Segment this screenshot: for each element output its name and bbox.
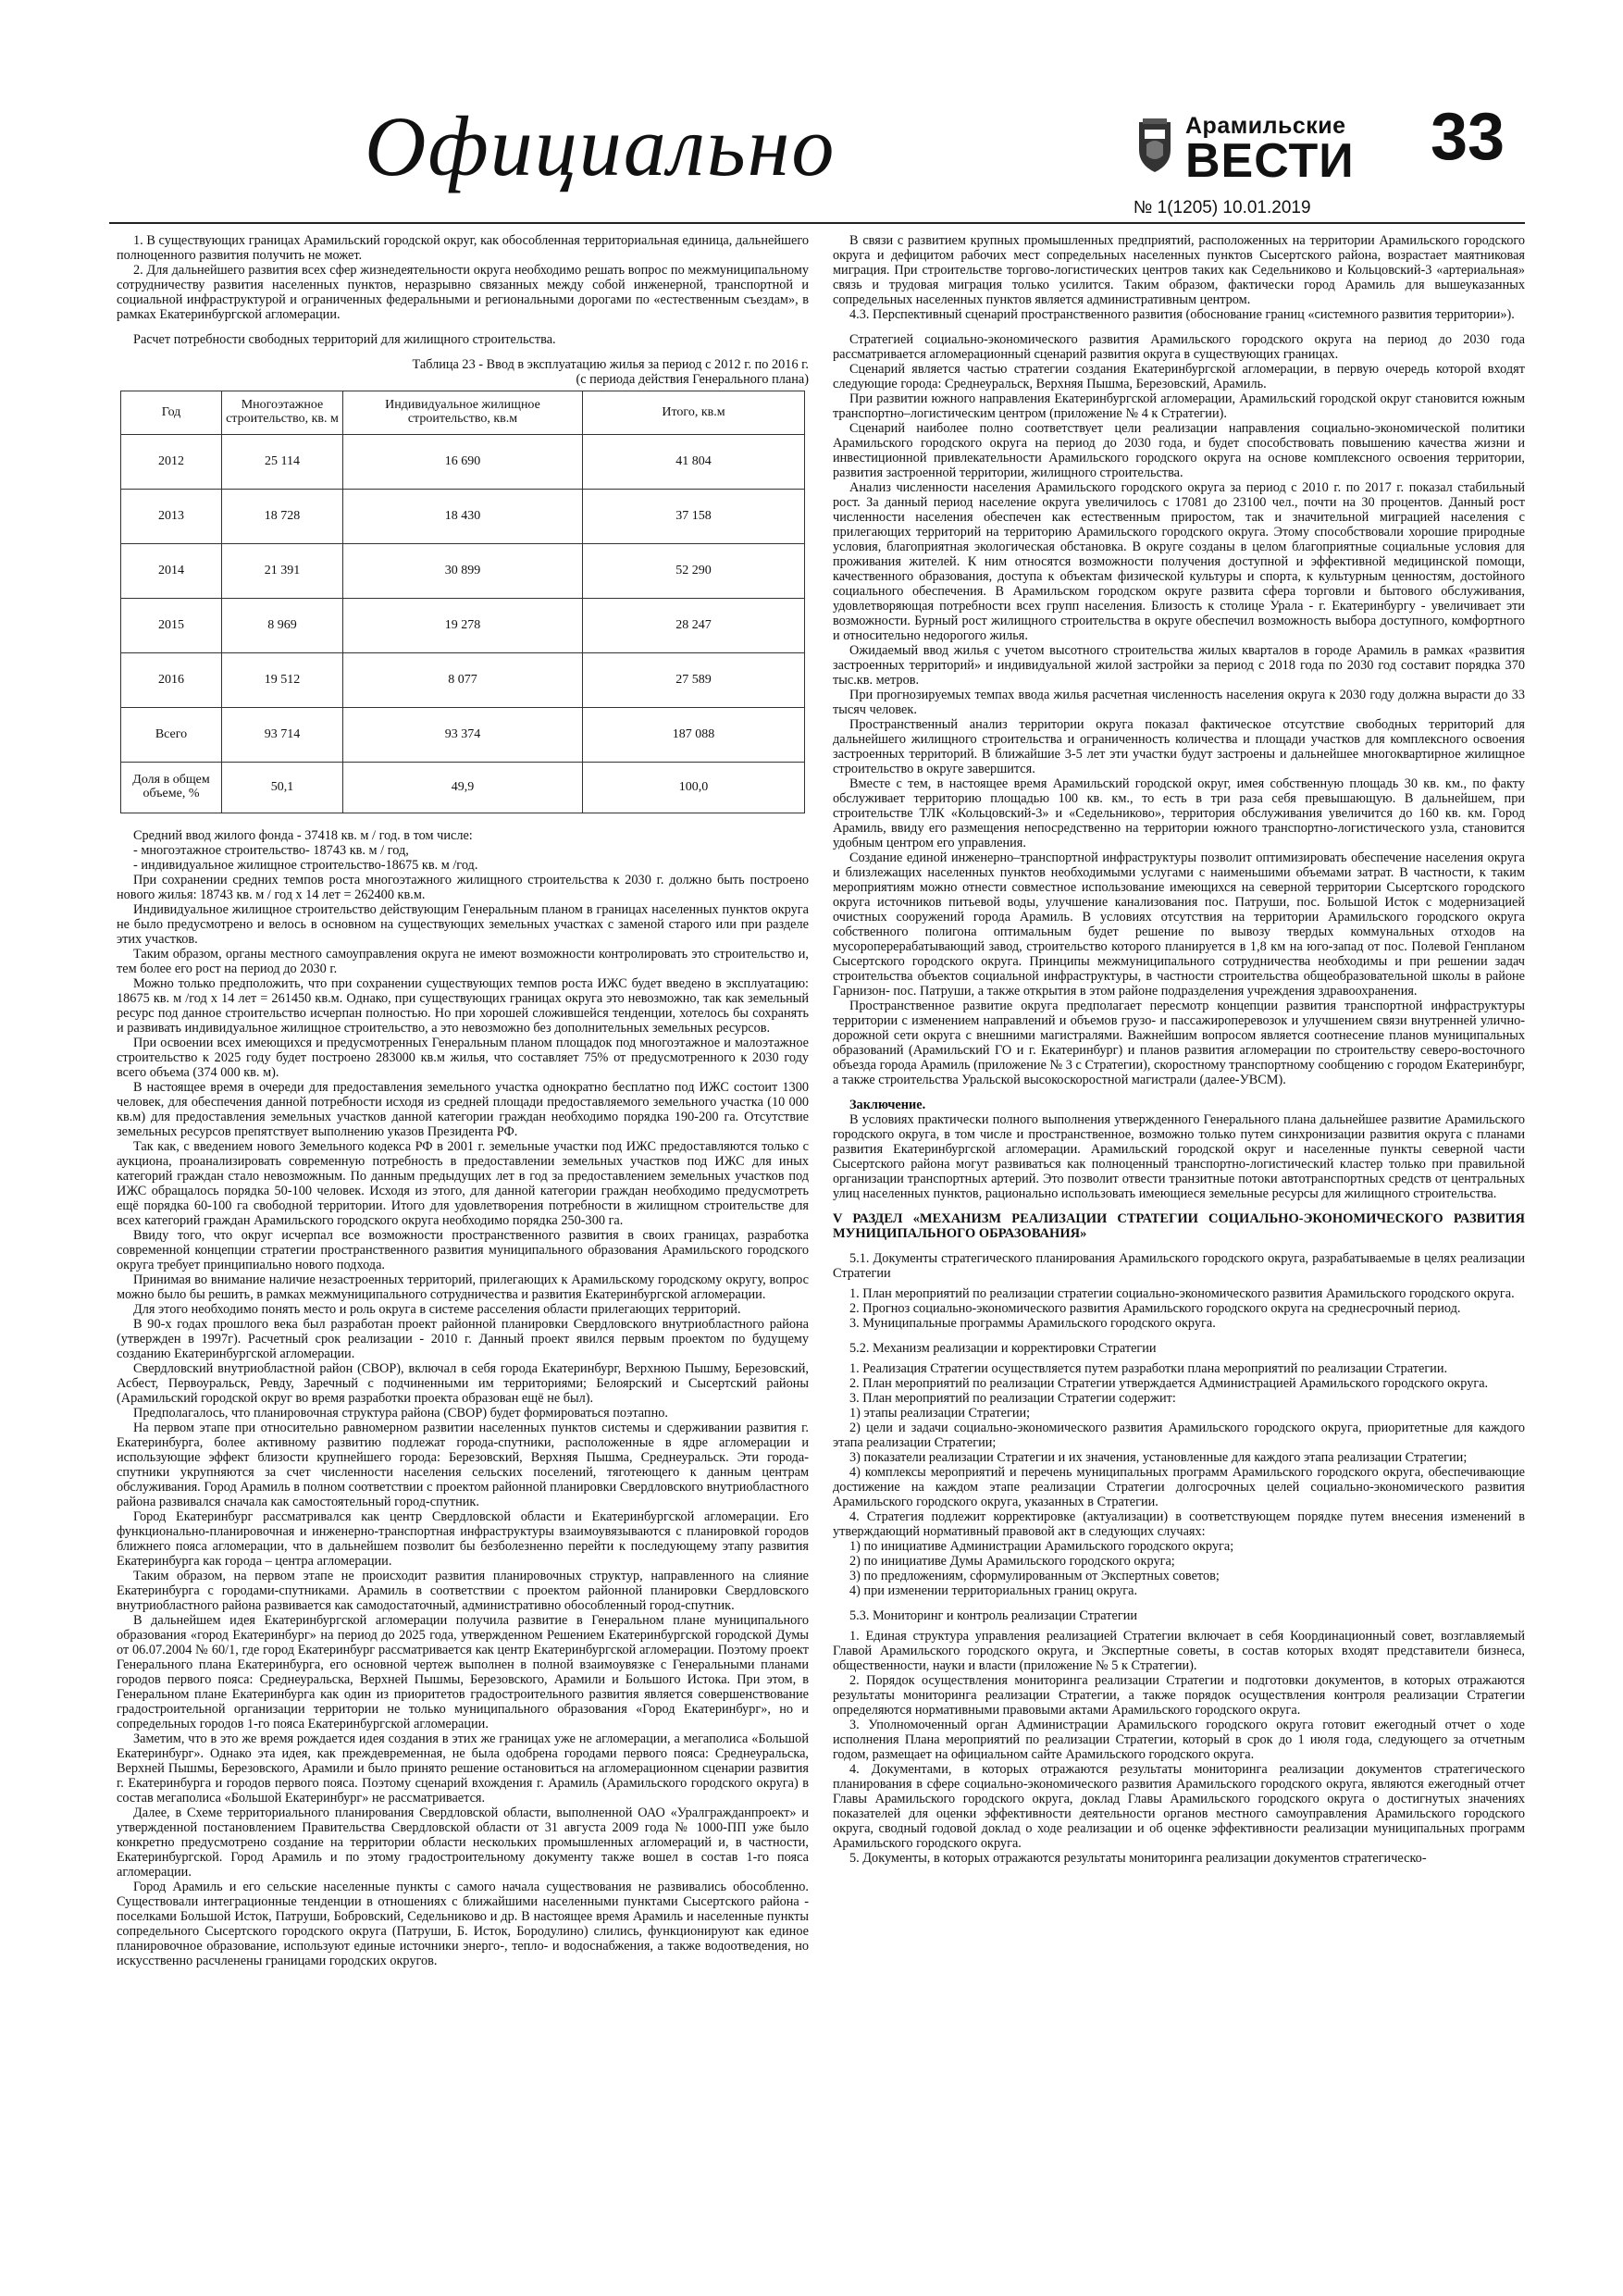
paragraph: Стратегией социально-экономического развития Арамильского городского округа на период до 2030 года рассматривается агломерационный сценарий развития округа в существующих границах. bbox=[833, 332, 1525, 362]
paragraph: На первом этапе при относительно равномерном развитии населенных пунктов системы и сдерживании развития г. Екатеринбурга, более активному развитию подлежат города-спутники, расположенные в ядре агломерации и использующие эффект близости крупнейшего города: Березовский, Верхняя Пышма, Среднеуральск. Эти города-спутники укрупняются за счет численности населения сельских поселений, тяготеющего к данным центрам обслуживания. Город Арамиль в полном соответствии с проектом районной планировки Свердловского внутриобластного района развивался сначала как самостоятельный город-спутник. bbox=[117, 1421, 809, 1509]
table-header: Год bbox=[121, 391, 222, 435]
paragraph: Так как, с введением нового Земельного кодекса РФ в 2001 г. земельные участки под ИЖС предоставляются только с аукциона, проанализировать современную потребность в предоставлении земельных участков под ИЖС для иных категорий граждан стало невозможным. По данным предыдущих лет в год за предоставлением земельных участков под ИЖС обращалось порядка 50-100 человек. Исходя из этого, для данной категории граждан необходимо предусмотреть ещё порядка 60-100 га свободной территории. Итого для удовлетворения потребности в жилищном строительстве для всех категорий граждан Арамильского городского округа необходимо порядка 250-300 га. bbox=[117, 1139, 809, 1228]
list-item: 3. План мероприятий по реализации Стратегии содержит: bbox=[849, 1391, 1176, 1407]
paragraph: Ожидаемый ввод жилья с учетом высотного строительства жилых кварталов в городе Арамиль в рамках «развития застроенных территорий» и индивидуальной жилой застройки за период с 2018 года по 2030 год составит порядка 370 тыс.кв. метров. bbox=[833, 643, 1525, 688]
table-row bbox=[121, 544, 805, 599]
table-cell: 2016 bbox=[121, 653, 222, 708]
section-title: Официально bbox=[365, 99, 836, 193]
paragraph: При прогнозируемых темпах ввода жилья расчетная численность населения округа к 2030 году должна вырасти до 33 тысяч человек. bbox=[833, 688, 1525, 717]
conclusion-title: Заключение. bbox=[849, 1098, 926, 1112]
table-row bbox=[121, 435, 805, 490]
paragraph: Свердловский внутриобластной район (СВОР), включал в себя города Екатеринбург, Верхнюю Пышму, Березовский, Асбест, Первоуральск, Ревду, Заречный с подчиненными им территориями; Белоярский и Сысертский районы (Арамильский городской округ во время разработки проекта образован ещё не был). bbox=[117, 1361, 809, 1406]
paragraph: Анализ численности населения Арамильского городского округа за период с 2010 г. по 2017 г. показал стабильный рост. За данный период население округа увеличилось с 17081 до 23100 чел., почти на 30 процентов. Данный рост численности населения обеспечен как естественным приростом, так и значительной миграцией населения с прилегающих территорий на территорию Арамильского городского округа. Этому способствовали хорошие природные условия, благоприятная экологическая обстановка. В округе созданы в целом благоприятные социальные условия для проживания жителей. К ним относятся возможности получения доступной и эффективной медицинской помощи, качественного образования, доступа к объектам физической культуры и спорта, к культурным ценностям, достойного социального обеспечения. В Арамильском городском округе развита сфера торговли и бытового обслуживания, удовлетворяющая потребности всех групп населения. Близость к столице Урала - г. Екатеринбургу - увеличивает эти возможности. Бурный рост жилищного строительства в округе обеспечил возможность выбора доступного, комфортного и относительно недорогого жилья. bbox=[833, 480, 1525, 643]
table-cell: 187 088 bbox=[583, 708, 805, 763]
table-cell: 16 690 bbox=[343, 435, 583, 490]
table-cell: 8 969 bbox=[222, 599, 343, 653]
paragraph: Предполагалось, что планировочная структура района (СВОР) будет формироваться поэтапно. bbox=[133, 1406, 668, 1421]
paragraph: Заметим, что в это же время рождается идея создания в этих же границах уже не агломерации, а мегаполиса «Большой Екатеринбург». Однако эта идея, как преждевременная, не была одобрена городами первого пояса: Среднеуральска, Верхней Пышмы, Березовского, Арамили и было принято решение остановиться на агломерационном сценарии развития г. Екатеринбурга и городов первого пояса. Поэтому сценарий вхождения г. Арамиль (Арамильского городского округа) в состав мегаполиса «Большой Екатеринбург» не рассматривается. bbox=[117, 1731, 809, 1806]
list-item: 1. Реализация Стратегии осуществляется путем разработки плана мероприятий по реализации Стратегии. bbox=[849, 1361, 1448, 1377]
paragraph: Город Екатеринбург рассматривался как центр Свердловской области и Екатеринбургской агломерации. Его функционально-планировочная и инженерно-транспортная инфраструктуры взаимоувязываются с планировкой городов ближнего пояса агломерации, что в дальнейшем позволит бы безболезненно перейти к последующему этапу развития Екатеринбурга как города – центра агломерации. bbox=[117, 1509, 809, 1569]
table-caption: Таблица 23 - Ввод в эксплуатацию жилья за период с 2012 г. по 2016 г. bbox=[412, 357, 809, 372]
page-number: 33 bbox=[1431, 100, 1505, 174]
table-cell: 37 158 bbox=[583, 490, 805, 544]
paragraph: Город Арамиль и его сельские населенные пункты с самого начала существования не развивались обособленно. Существовали интеграционные тенденции в отношениях с ближайшими населенными пунктами Сысертского района - поселками Большой Исток, Патруши, Бобровский, Седельниково и др. В настоящее время Арамиль и населенные пункты сопредельного Сысертского городского округа (Патруши, Б. Исток, Бородулино) слились, функционируют как единое планировочное образование, используют единые источники энерго-, тепло- и водоснабжения, а также водоотведения, но искусственно расчленены границами городских округов. bbox=[117, 1880, 809, 1968]
table-cell: 21 391 bbox=[222, 544, 343, 599]
table-cell: 25 114 bbox=[222, 435, 343, 490]
subsection-heading: 5.3. Мониторинг и контроль реализации Стратегии bbox=[849, 1608, 1138, 1624]
brand-name-top: Арамильские bbox=[1185, 113, 1346, 139]
newspaper-logo bbox=[1132, 109, 1465, 211]
table-cell: 52 290 bbox=[583, 544, 805, 599]
paragraph: Вместе с тем, в настоящее время Арамильский городской округ, имея собственную площадь 30 кв. км., по факту обслуживает территорию площадью 100 кв. км., то есть в три раза себя превышающую. В дальнейшем, при строительстве ТЛК «Кольцовский-3» и «Седельниково», территория обслуживания увеличится до 160 кв. км. Город Арамиль, ввиду его размещения непосредственно на территории южного транспортно-логистического узла, становится удобным центром его управления. bbox=[833, 776, 1525, 850]
paragraph: Пространственный анализ территории округа показал фактическое отсутствие свободных территорий для дальнейшего жилищного строительства и ограниченность количества и площади участков для комплексного освоения застроенных территорий. В ближайшие 3-5 лет эти участки будут застроены и дальнейшее многоквартирное жилищное строительство в округе завершится. bbox=[833, 717, 1525, 776]
paragraph: В 90-х годах прошлого века был разработан проект районной планировки Свердловского внутриобластного района (утвержден в 1997г). Расчетный срок реализации - 2010 г. Данный проект явился первым проектом по будущему созданию Екатеринбургской агломерации. bbox=[117, 1317, 809, 1361]
table-header: Многоэтажное строительство, кв. м bbox=[222, 391, 343, 435]
left-column bbox=[117, 233, 809, 1968]
list-item: 2. План мероприятий по реализации Стратегии утверждается Администрацией Арамильского городского округа. bbox=[849, 1376, 1489, 1392]
stat-line: - индивидуальное жилищное строительство-18675 кв. м /год. bbox=[133, 858, 478, 873]
table-cell: 100,0 bbox=[583, 763, 805, 813]
table-cell: 2015 bbox=[121, 599, 222, 653]
table-cell: Доля в общем объеме, % bbox=[121, 763, 222, 813]
list-item: 4) при изменении территориальных границ округа. bbox=[849, 1583, 1138, 1599]
paragraph: Индивидуальное жилищное строительство действующим Генеральным планом в границах населенных пунктов округа не было предусмотрено и велось в основном на существующих земельных участках с заменой старого или при разделе этих участков. bbox=[117, 902, 809, 947]
list-item: 4. Стратегия подлежит корректировке (актуализации) в соответствующем порядке путем внесения изменений в утверждающий нормативный правовой акт в следующих случаях: bbox=[833, 1509, 1525, 1540]
right-column bbox=[833, 233, 1525, 1866]
table-cell: 50,1 bbox=[222, 763, 343, 813]
table-cell: 2014 bbox=[121, 544, 222, 599]
header-rule bbox=[109, 222, 1525, 224]
list-item: 3. Уполномоченный орган Администрации Арамильского городского округа готовит ежегодный отчет о ходе исполнения Плана мероприятий по реализации Стратегии, который в срок до 1 июля года, следующего за отчетным годом, размещает на официальном сайте Арамильского городского округа. bbox=[833, 1718, 1525, 1763]
paragraph: В связи с развитием крупных промышленных предприятий, расположенных на территории Арамильского городского округа и дефицитом рабочих мест сопредельных населенных пунктов Сысертского района, возрастает маятниковая миграция. При строительстве торгово-логистических центров таких как Седельниково и Кольцовский-3 «артериальная» связь и трудовая миграция только усилится. Таким образом, фактически город Арамиль для вышеуказанных сопредельных населенных пунктов является административным центром. bbox=[833, 233, 1525, 307]
brand-name-main: ВЕСТИ bbox=[1185, 134, 1355, 188]
stat-line: Средний ввод жилого фонда - 37418 кв. м / год. в том числе: bbox=[133, 828, 473, 843]
issue-date: № 1(1205) 10.01.2019 bbox=[1134, 198, 1311, 217]
paragraph: Можно только предположить, что при сохранении существующих темпов роста ИЖС будет введено в эксплуатацию: 18675 кв. м /год х 14 лет = 261450 кв.м. Однако, при существующих границах округа это невозможно, так как земельный ресурс под данное строительство исчерпан полностью. Но при хорошей сложившейся тенденции, хотелось бы сохранять и развивать индивидуальное жилищное строительство, а это невозможно без дополнительных земельных ресурсов. bbox=[117, 976, 809, 1036]
table-cell: 93 714 bbox=[222, 708, 343, 763]
paragraph: Принимая во внимание наличие незастроенных территорий, прилегающих к Арамильскому городскому округу, вопрос можно было бы решить, в рамках межмуниципального сотрудничества и развития Екатеринбургской агломерации. bbox=[117, 1272, 809, 1302]
paragraph: Таким образом, органы местного самоуправления округа не имеют возможности контролировать это строительство и, тем более его рост на период до 2030 г. bbox=[117, 947, 809, 976]
paragraph: В дальнейшем идея Екатеринбургской агломерации получила развитие в Генеральном плане муниципального образования «город Екатеринбург» на период до 2025 года, утвержденном Решением Екатеринбургской городской Думы от 06.07.2004 № 60/1, где город Екатеринбург рассматривается как центр Екатеринбургской агломерации. Поэтому проект Генерального плана Екатеринбурга, его основной чертеж выполнен в полной взаимоувязке с Генеральными планами городов первого пояса: Среднеуральска, Верхней Пышмы, Березовского, Арамили и Большого Истока. При этом, в Генеральном плане Екатеринбурга как один из приоритетов градостроительного развития является совершенствование градостроительной организации территории не только муниципального образования «Город Екатеринбург», но и сопредельных городов 1-го пояса Екатеринбургской агломерации. bbox=[117, 1613, 809, 1731]
paragraph: Далее, в Схеме территориального планирования Свердловской области, выполненной ОАО «Уралгражданпроект» и утвержденной постановлением Правительства Свердловской области от 31 августа 2009 года № 1000-ПП уже было конкретно предусмотрено создание на территории области нескольких промышленных агломераций и, в частности, Екатеринбургской. Город Арамиль и по этому градостроительному документу также вошел в состав 1-го пояса агломерации. bbox=[117, 1806, 809, 1880]
table-row bbox=[121, 653, 805, 708]
paragraph: Пространственное развитие округа предполагает пересмотр концепции развития транспортной инфраструктуры территории с изменением направлений и объемов грузо- и пассажироперевозок и улучшением связи внутренней улично-дорожной сети округа с внешними магистралями. Важнейшим вопросом является соотнесение планов муниципальных образований (Арамильский ГО и г. Екатеринбург) и планов развития агломерации по строительству северо-восточного объезда города Арамиль (приложение № 3 с Стратегии), скоростному транспортному сообщению с городом Екатеринбург, а также строительства Уральской высокоскоростной магистрали (далее-УВСМ). bbox=[833, 999, 1525, 1087]
list-item: 1. План мероприятий по реализации стратегии социально-экономического развития Арамильского городского округа. bbox=[849, 1286, 1515, 1302]
list-item: 4. Документами, в которых отражаются результаты мониторинга реализации документов стратегического планирования в сфере социально-экономического развития Арамильского городского округа, являются ежегодный отчет Главы Арамильского городского округа, доклад Главы Арамильского городского округа о достигнутых значениях показателей для оценки эффективности деятельности органов местного самоуправления Арамильского городского округа, сводный годовой доклад о ходе реализации и об оценке эффективности реализации муниципальных программ Арамильского городского округа. bbox=[833, 1762, 1525, 1852]
table-cell: 41 804 bbox=[583, 435, 805, 490]
list-item: 3) показатели реализации Стратегии и их значения, установленные для каждого этапа реализации Стратегии; bbox=[849, 1450, 1468, 1466]
paragraph: Сценарий является частью стратегии создания Екатеринбургской агломерации, в первую очередь которой входят следующие города: Среднеуральск, Верхняя Пышма, Березовский, Арамиль. bbox=[833, 362, 1525, 391]
paragraph: При освоении всех имеющихся и предусмотренных Генеральным планом площадок под многоэтажное и малоэтажное строительство к 2025 году будет построено 283000 кв.м жилья, что составляет 75% от предусмотренного к 2030 году всего объема (374 000 кв. м). bbox=[117, 1036, 809, 1080]
paragraph: 1. В существующих границах Арамильский городской округ, как обособленная территориальная единица, дальнейшего полноценного развития получить не может. bbox=[117, 233, 809, 263]
table-cell: 49,9 bbox=[343, 763, 583, 813]
list-item: 1) этапы реализации Стратегии; bbox=[849, 1406, 1031, 1421]
paragraph: 2. Для дальнейшего развития всех сфер жизнедеятельности округа необходимо решать вопрос по межмуниципальному сотрудничеству развития населенных пунктов, неразрывно связанных между собой инженерной, транспортной и социальной инфраструктурой и ограниченных федеральными и региональными дорогами по «естественным съездам», в рамках Екатеринбургской агломерации. bbox=[117, 263, 809, 322]
paragraph: 4.3. Перспективный сценарий пространственного развития (обоснование границ «системного развития территории»). bbox=[849, 307, 1515, 322]
list-item: 4) комплексы мероприятий и перечень муниципальных программ Арамильского городского округа, обеспечивающие достижение на каждом этапе реализации Стратегии долгосрочных целей социально-экономического развития Арамильского городского округа, указанных в Стратегии. bbox=[833, 1465, 1525, 1510]
paragraph: Создание единой инженерно–транспортной инфраструктуры позволит оптимизировать обеспечение населения округа и близлежащих населенных пунктов необходимыми услугами с наименьшими объемами затрат. В частности, к таким мероприятиям можно отнести совместное использование имеющихся на северной территории Сысертского городского округа источников питьевой воды, улучшение канализования пос. Патруши, пос. Большой Исток с модернизацией очистных сооружений города Арамиль. В условиях отсутствия на территории Арамильского городского округа собственного полигона оптимальным будет решение по вывозу твердых коммунальных отходов на мусороперерабатывающий завод, строительство которого планируется в 1,8 км на юго-запад от пос. Полевой Генпланом Сысертского городского округа. Принципы межмуниципального сотрудничества необходимы и при решении задач строительства объектов социальной инфраструктуры, в частности строительства общеобразовательной школы в районе Гарнизон- пос. Патруши, а также открытия в этом районе подразделения учреждения здравоохранения. bbox=[833, 850, 1525, 999]
table-cell: 18 728 bbox=[222, 490, 343, 544]
coat-of-arms-icon bbox=[1132, 118, 1178, 174]
paragraph: При развитии южного направления Екатеринбургской агломерации, Арамильский городской округ становится южным транспортно–логистическим центром (приложение № 4 к Стратегии). bbox=[833, 391, 1525, 421]
table-cell: 18 430 bbox=[343, 490, 583, 544]
list-item: 1) по инициативе Администрации Арамильского городского округа; bbox=[849, 1539, 1234, 1555]
table-header: Итого, кв.м bbox=[583, 391, 805, 435]
paragraph: Для этого необходимо понять место и роль округа в системе расселения области прилегающих территорий. bbox=[133, 1302, 741, 1317]
list-item: 3. Муниципальные программы Арамильского городского округа. bbox=[849, 1316, 1216, 1332]
table-cell: 19 278 bbox=[343, 599, 583, 653]
table-cell: 19 512 bbox=[222, 653, 343, 708]
subsection-heading: 5.2. Механизм реализации и корректировки Стратегии bbox=[849, 1341, 1157, 1357]
stat-line: - многоэтажное строительство- 18743 кв. м / год, bbox=[133, 843, 409, 858]
table-cell: 2013 bbox=[121, 490, 222, 544]
table-cell: Всего bbox=[121, 708, 222, 763]
conclusion-text: В условиях практически полного выполнения утвержденного Генерального плана дальнейшее развитие Арамильского городского округа, в том числе и пространственное, возможно только путем синхронизации развития округа с планами развития Екатеринбургской агломерации. Арамильский городской округ и населенные пункты северной части Сысертского района могут развиваться как полноценный транспортно-логистический кластер только при правильной организации транспортных артерий. Это позволит отвести транзитные потоки автотранспортных средств от центральных улиц населенных пунктов, рационально использовать имеющиеся земельные ресурсы для жилищного строительства. bbox=[833, 1112, 1525, 1201]
list-item: 5. Документы, в которых отражаются результаты мониторинга реализации документов стратегическо- bbox=[849, 1851, 1427, 1867]
subsection-heading: 5.1. Документы стратегического планирования Арамильского городского округа, разрабатываемые в целях реализации Стратегии bbox=[833, 1251, 1525, 1282]
table-cell: 30 899 bbox=[343, 544, 583, 599]
table-header-row bbox=[121, 391, 805, 435]
housing-table bbox=[120, 391, 805, 813]
table-cell: 28 247 bbox=[583, 599, 805, 653]
list-item: 2) цели и задачи социально-экономического развития Арамильского городского округа, приоритетные для каждого этапа реализации Стратегии; bbox=[833, 1421, 1525, 1451]
paragraph: При сохранении средних темпов роста многоэтажного жилищного строительства к 2030 г. должно быть построено нового жилья: 18743 кв. м / год х 14 лет = 262400 кв.м. bbox=[117, 873, 809, 902]
table-row bbox=[121, 763, 805, 813]
table-cell: 27 589 bbox=[583, 653, 805, 708]
table-row bbox=[121, 490, 805, 544]
list-item: 1. Единая структура управления реализацией Стратегии включает в себя Координационный совет, возглавляемый Главой Арамильского городского округа, и Экспертные советы, в состав которых входят представители бизнеса, общественности, науки и власти (приложение № 5 к Стратегии). bbox=[833, 1629, 1525, 1674]
calc-title: Расчет потребности свободных территорий для жилищного строительства. bbox=[133, 332, 556, 347]
table-cell: 2012 bbox=[121, 435, 222, 490]
list-item: 3) по предложениям, сформулированным от Экспертных советов; bbox=[849, 1569, 1220, 1584]
table-caption-sub: (с периода действия Генерального плана) bbox=[576, 372, 809, 387]
paragraph: Таким образом, на первом этапе не происходит развития планировочных структур, направленного на слияние Екатеринбурга с городами-спутниками. Арамиль в соответствии с проектом районной планировки Свердловского внутриобластного района развивается как самодостаточный, административно обособленный город-спутник. bbox=[117, 1569, 809, 1613]
paragraph: Ввиду того, что округ исчерпал все возможности пространственного развития в своих границах, разработка современной концепции стратегии пространственного развития муниципального образования Арамильского городского округа требует принципиально нового подхода. bbox=[117, 1228, 809, 1272]
section-v-heading: V РАЗДЕЛ «МЕХАНИЗМ РЕАЛИЗАЦИИ СТРАТЕГИИ СОЦИАЛЬНО-ЭКОНОМИЧЕСКОГО РАЗВИТИЯ МУНИЦИПАЛЬНОГО ОБРАЗОВАНИЯ» bbox=[833, 1211, 1525, 1242]
paragraph: Сценарий наиболее полно соответствует цели реализации направления социально-экономической политики Арамильского городского округа на период до 2030 года, и будет способствовать повышению качества жизни и инвестиционной привлекательности Арамильского городского округа на основе комплексного освоения территории, развития застроенной территории, жилищного строительства. bbox=[833, 421, 1525, 480]
paragraph: В настоящее время в очереди для предоставления земельного участка однократно бесплатно под ИЖС состоит 1300 человек, для обеспечения данной потребности исходя из средней площади предоставляемого земельного участка (10 000 кв.м) для предоставления земельных участков данной категории граждан необходимо порядка 190-200 га. Отсутствие земельных ресурсов препятствует выполнению указов Президента РФ. bbox=[117, 1080, 809, 1139]
table-cell: 93 374 bbox=[343, 708, 583, 763]
table-cell: 8 077 bbox=[343, 653, 583, 708]
page-header bbox=[109, 93, 1525, 224]
table-row bbox=[121, 708, 805, 763]
list-item: 2. Прогноз социально-экономического развития Арамильского городского округа на среднесрочный период. bbox=[849, 1301, 1461, 1317]
list-item: 2) по инициативе Думы Арамильского городского округа; bbox=[849, 1554, 1175, 1570]
list-item: 2. Порядок осуществления мониторинга реализации Стратегии и подготовки документов, в которых отражаются результаты мониторинга реализации Стратегии, а также порядок осуществления контроля реализации Стратегии определяются нормативными правовыми актами Арамильского городского округа. bbox=[833, 1673, 1525, 1719]
table-row bbox=[121, 599, 805, 653]
table-header: Индивидуальное жилищное строительство, кв.м bbox=[343, 391, 583, 435]
